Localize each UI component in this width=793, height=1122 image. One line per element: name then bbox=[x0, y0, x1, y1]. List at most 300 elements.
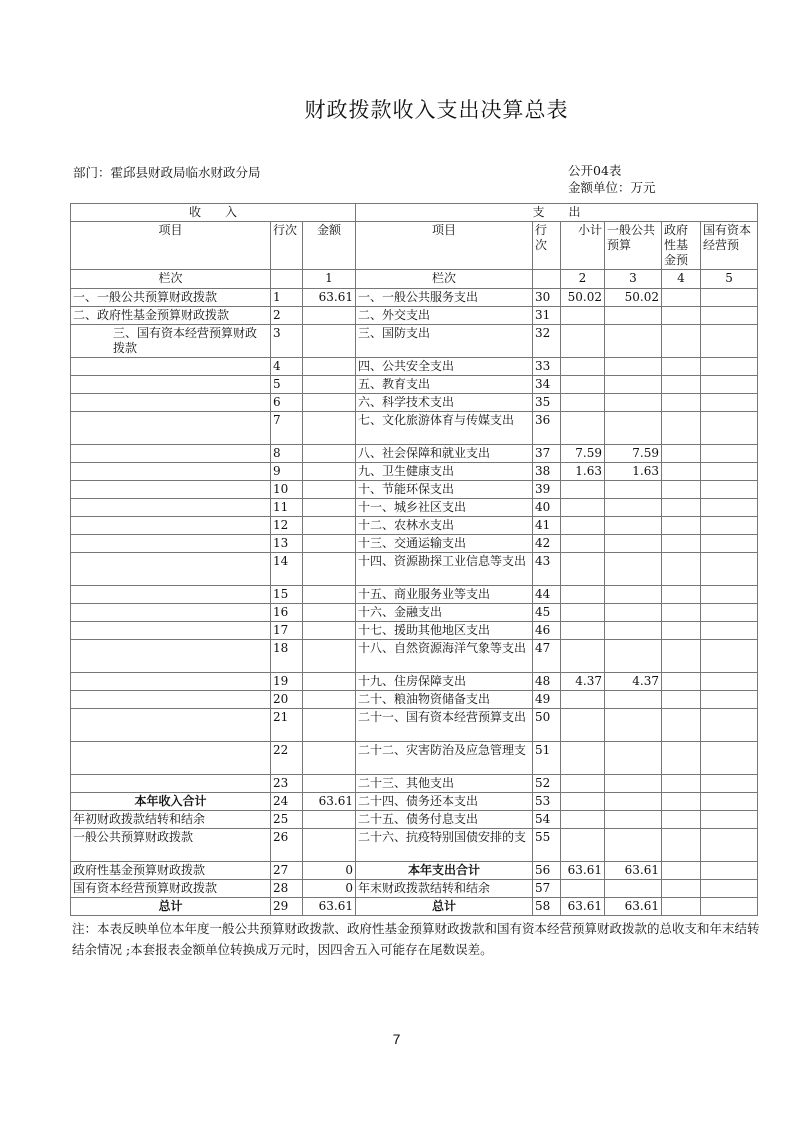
general-budget-cell bbox=[605, 775, 662, 793]
expense-line-cell: 31 bbox=[533, 307, 561, 325]
expense-item-cell: 二十二、灾害防治及应急管理支 bbox=[356, 742, 533, 775]
subtotal-cell: 63.61 bbox=[561, 862, 605, 880]
table-row bbox=[71, 325, 758, 358]
income-item-cell: 总计 bbox=[71, 898, 271, 916]
state-capital-cell bbox=[701, 499, 758, 517]
general-budget-cell: 63.61 bbox=[605, 862, 662, 880]
income-line-cell: 22 bbox=[271, 742, 303, 775]
income-item-cell bbox=[71, 535, 271, 553]
expense-line-cell: 53 bbox=[533, 793, 561, 811]
income-amount-cell bbox=[303, 481, 356, 499]
income-amount-cell bbox=[303, 622, 356, 640]
department: 部门：霍邱县财政局临水财政分局 bbox=[73, 165, 261, 180]
income-line-cell: 18 bbox=[271, 640, 303, 673]
income-amount-cell: 63.61 bbox=[303, 793, 356, 811]
income-amount-cell bbox=[303, 535, 356, 553]
expense-line-cell: 39 bbox=[533, 481, 561, 499]
fund-budget-cell bbox=[662, 499, 701, 517]
income-amount-cell bbox=[303, 553, 356, 586]
table-row bbox=[71, 445, 758, 463]
income-amount-cell bbox=[303, 691, 356, 709]
subtotal-cell bbox=[561, 325, 605, 358]
fund-budget-cell bbox=[662, 604, 701, 622]
income-item-cell bbox=[71, 499, 271, 517]
section-header-row bbox=[71, 204, 758, 222]
fund-budget-cell bbox=[662, 394, 701, 412]
subtotal-cell bbox=[561, 742, 605, 775]
general-budget-cell bbox=[605, 394, 662, 412]
expense-line-header: 行次 bbox=[533, 222, 561, 270]
table-row bbox=[71, 358, 758, 376]
expense-line-cell: 51 bbox=[533, 742, 561, 775]
general-budget-cell bbox=[605, 742, 662, 775]
income-item-cell bbox=[71, 463, 271, 481]
income-amount-cell bbox=[303, 358, 356, 376]
fund-budget-cell bbox=[662, 463, 701, 481]
general-budget-cell bbox=[605, 499, 662, 517]
income-amount-cell: 63.61 bbox=[303, 898, 356, 916]
income-amount-cell bbox=[303, 640, 356, 673]
income-item-cell bbox=[71, 481, 271, 499]
income-amount-cell bbox=[303, 829, 356, 862]
state-capital-cell bbox=[701, 553, 758, 586]
table-row bbox=[71, 586, 758, 604]
expense-line-cell: 33 bbox=[533, 358, 561, 376]
subtotal-cell bbox=[561, 775, 605, 793]
expense-line-cell: 30 bbox=[533, 289, 561, 307]
income-line-cell: 7 bbox=[271, 412, 303, 445]
subtotal-cell bbox=[561, 604, 605, 622]
general-budget-cell bbox=[605, 829, 662, 862]
general-budget-cell bbox=[605, 691, 662, 709]
table-row bbox=[71, 793, 758, 811]
fund-budget-cell bbox=[662, 811, 701, 829]
income-item-cell bbox=[71, 394, 271, 412]
table-row bbox=[71, 412, 758, 445]
page-number: 7 bbox=[392, 1031, 401, 1047]
table-row bbox=[71, 307, 758, 325]
general-budget-cell: 63.61 bbox=[605, 898, 662, 916]
fiscal-summary-table bbox=[70, 203, 758, 916]
income-amount-cell bbox=[303, 412, 356, 445]
income-amount-cell bbox=[303, 811, 356, 829]
table-row bbox=[71, 604, 758, 622]
income-item-cell bbox=[71, 376, 271, 394]
income-line-cell: 29 bbox=[271, 898, 303, 916]
general-budget-cell bbox=[605, 793, 662, 811]
fund-budget-cell bbox=[662, 517, 701, 535]
income-section-header: 收 入 bbox=[71, 204, 356, 222]
expense-line-cell: 41 bbox=[533, 517, 561, 535]
income-line-cell: 25 bbox=[271, 811, 303, 829]
fund-budget-cell bbox=[662, 481, 701, 499]
state-capital-cell bbox=[701, 412, 758, 445]
expense-item-cell: 十一、城乡社区支出 bbox=[356, 499, 533, 517]
income-amount-cell bbox=[303, 325, 356, 358]
state-capital-cell bbox=[701, 742, 758, 775]
subtotal-cell bbox=[561, 640, 605, 673]
fund-budget-cell bbox=[662, 412, 701, 445]
table-row bbox=[71, 742, 758, 775]
expense-item-cell: 五、教育支出 bbox=[356, 376, 533, 394]
subtotal-cell bbox=[561, 535, 605, 553]
state-capital-cell bbox=[701, 394, 758, 412]
state-capital-cell bbox=[701, 775, 758, 793]
table-row bbox=[71, 880, 758, 898]
subtotal-header: 小计 bbox=[561, 222, 605, 270]
income-item-cell bbox=[71, 412, 271, 445]
table-row bbox=[71, 622, 758, 640]
income-amount-cell bbox=[303, 394, 356, 412]
expense-line-cell: 48 bbox=[533, 673, 561, 691]
state-capital-cell bbox=[701, 445, 758, 463]
income-amount-cell bbox=[303, 517, 356, 535]
general-budget-cell bbox=[605, 622, 662, 640]
expense-line-cell: 57 bbox=[533, 880, 561, 898]
expense-item-cell: 十四、资源勘探工业信息等支出 bbox=[356, 553, 533, 586]
subtotal-cell bbox=[561, 793, 605, 811]
income-line-cell: 8 bbox=[271, 445, 303, 463]
fund-budget-cell bbox=[662, 535, 701, 553]
fund-budget-cell bbox=[662, 622, 701, 640]
state-capital-cell bbox=[701, 880, 758, 898]
fund-budget-cell bbox=[662, 673, 701, 691]
table-row bbox=[71, 463, 758, 481]
general-budget-cell: 7.59 bbox=[605, 445, 662, 463]
fund-budget-cell bbox=[662, 880, 701, 898]
state-capital-cell bbox=[701, 325, 758, 358]
general-budget-cell: 1.63 bbox=[605, 463, 662, 481]
state-capital-cell bbox=[701, 289, 758, 307]
income-item-cell bbox=[71, 517, 271, 535]
expense-line-cell: 58 bbox=[533, 898, 561, 916]
state-capital-cell bbox=[701, 862, 758, 880]
subtotal-cell bbox=[561, 517, 605, 535]
general-budget-cell bbox=[605, 376, 662, 394]
expense-item-cell: 十五、商业服务业等支出 bbox=[356, 586, 533, 604]
expense-item-cell: 总计 bbox=[356, 898, 533, 916]
page-title: 财政拨款收入支出决算总表 bbox=[304, 98, 569, 122]
subtotal-cell bbox=[561, 586, 605, 604]
income-line-cell: 27 bbox=[271, 862, 303, 880]
general-budget-cell bbox=[605, 358, 662, 376]
subtotal-cell bbox=[561, 394, 605, 412]
income-line-cell: 5 bbox=[271, 376, 303, 394]
income-item-cell bbox=[71, 445, 271, 463]
expense-item-cell: 三、国防支出 bbox=[356, 325, 533, 358]
expense-line-cell: 56 bbox=[533, 862, 561, 880]
subtotal-cell bbox=[561, 622, 605, 640]
table-row bbox=[71, 289, 758, 307]
general-budget-cell bbox=[605, 412, 662, 445]
expense-line-cell: 44 bbox=[533, 586, 561, 604]
income-item-header: 项目 bbox=[71, 222, 271, 270]
subtotal-cell bbox=[561, 499, 605, 517]
fund-budget-cell bbox=[662, 742, 701, 775]
expense-item-cell: 十二、农林水支出 bbox=[356, 517, 533, 535]
col-label-2: 栏次 bbox=[356, 270, 533, 289]
expense-item-cell: 二十六、抗疫特别国债安排的支 bbox=[356, 829, 533, 862]
income-amount-header: 金额 bbox=[303, 222, 356, 270]
general-budget-cell bbox=[605, 517, 662, 535]
table-row bbox=[71, 535, 758, 553]
expense-line-cell: 46 bbox=[533, 622, 561, 640]
expense-line-cell: 40 bbox=[533, 499, 561, 517]
fund-budget-cell bbox=[662, 862, 701, 880]
table-row bbox=[71, 775, 758, 793]
state-capital-cell bbox=[701, 535, 758, 553]
income-item-cell: 国有资本经营预算财政拨款 bbox=[71, 880, 271, 898]
expense-item-cell: 二十五、债务付息支出 bbox=[356, 811, 533, 829]
expense-item-cell: 九、卫生健康支出 bbox=[356, 463, 533, 481]
state-capital-header: 国有资本经营预 bbox=[701, 222, 758, 270]
expense-item-cell: 四、公共安全支出 bbox=[356, 358, 533, 376]
expense-line-cell: 35 bbox=[533, 394, 561, 412]
expense-item-cell: 十七、援助其他地区支出 bbox=[356, 622, 533, 640]
income-line-cell: 2 bbox=[271, 307, 303, 325]
expense-line-cell: 54 bbox=[533, 811, 561, 829]
income-amount-cell bbox=[303, 445, 356, 463]
expense-line-cell: 37 bbox=[533, 445, 561, 463]
fund-budget-cell bbox=[662, 445, 701, 463]
table-row bbox=[71, 394, 758, 412]
subtotal-cell bbox=[561, 829, 605, 862]
subtotal-cell: 4.37 bbox=[561, 673, 605, 691]
income-line-cell: 3 bbox=[271, 325, 303, 358]
general-budget-cell: 4.37 bbox=[605, 673, 662, 691]
income-item-cell bbox=[71, 622, 271, 640]
income-amount-cell: 0 bbox=[303, 880, 356, 898]
subtotal-cell: 63.61 bbox=[561, 898, 605, 916]
footnote: 注：本表反映单位本年度一般公共预算财政拨款、政府性基金预算财政拨款和国有资本经营预算财政拨款的总收支和年末结转结余情况 ;本套报表金额单位转换成万元时，因四舍五入可能存在尾数误差。 bbox=[72, 921, 760, 957]
state-capital-cell bbox=[701, 586, 758, 604]
fund-budget-cell bbox=[662, 691, 701, 709]
subtotal-cell bbox=[561, 412, 605, 445]
income-amount-cell bbox=[303, 673, 356, 691]
income-amount-cell bbox=[303, 499, 356, 517]
general-budget-cell bbox=[605, 640, 662, 673]
subtotal-cell: 7.59 bbox=[561, 445, 605, 463]
income-line-cell: 10 bbox=[271, 481, 303, 499]
income-item-cell bbox=[71, 604, 271, 622]
income-line-cell: 6 bbox=[271, 394, 303, 412]
expense-item-cell: 十六、金融支出 bbox=[356, 604, 533, 622]
subtotal-cell: 1.63 bbox=[561, 463, 605, 481]
income-item-cell: 三、国有资本经营预算财政拨款 bbox=[71, 325, 271, 358]
income-line-cell: 12 bbox=[271, 517, 303, 535]
state-capital-cell bbox=[701, 604, 758, 622]
expense-line-cell: 36 bbox=[533, 412, 561, 445]
table-row bbox=[71, 376, 758, 394]
general-budget-cell bbox=[605, 481, 662, 499]
income-line-cell: 24 bbox=[271, 793, 303, 811]
income-item-cell bbox=[71, 640, 271, 673]
income-amount-cell: 0 bbox=[303, 862, 356, 880]
state-capital-cell bbox=[701, 793, 758, 811]
income-amount-cell bbox=[303, 742, 356, 775]
expense-line-cell: 52 bbox=[533, 775, 561, 793]
income-line-cell: 26 bbox=[271, 829, 303, 862]
expense-line-cell: 34 bbox=[533, 376, 561, 394]
income-line-cell: 21 bbox=[271, 709, 303, 742]
subtotal-cell bbox=[561, 481, 605, 499]
expense-line-cell: 32 bbox=[533, 325, 561, 358]
state-capital-cell bbox=[701, 358, 758, 376]
table-row bbox=[71, 829, 758, 862]
subtotal-cell bbox=[561, 307, 605, 325]
expense-line-cell: 49 bbox=[533, 691, 561, 709]
fund-budget-cell bbox=[662, 289, 701, 307]
fund-budget-cell bbox=[662, 358, 701, 376]
expense-line-cell: 55 bbox=[533, 829, 561, 862]
expense-item-cell: 年末财政拨款结转和结余 bbox=[356, 880, 533, 898]
fund-budget-cell bbox=[662, 376, 701, 394]
expense-line-cell: 45 bbox=[533, 604, 561, 622]
subtotal-cell bbox=[561, 553, 605, 586]
income-line-cell: 23 bbox=[271, 775, 303, 793]
table-row bbox=[71, 481, 758, 499]
expense-item-cell: 十、节能环保支出 bbox=[356, 481, 533, 499]
income-item-cell bbox=[71, 709, 271, 742]
income-item-cell bbox=[71, 691, 271, 709]
col-number-1: 1 bbox=[303, 270, 356, 289]
income-line-cell: 17 bbox=[271, 622, 303, 640]
income-line-cell: 28 bbox=[271, 880, 303, 898]
general-budget-cell: 50.02 bbox=[605, 289, 662, 307]
expense-item-cell: 七、文化旅游体育与传媒支出 bbox=[356, 412, 533, 445]
expense-item-cell: 本年支出合计 bbox=[356, 862, 533, 880]
general-budget-cell bbox=[605, 811, 662, 829]
income-line-cell: 4 bbox=[271, 358, 303, 376]
state-capital-cell bbox=[701, 481, 758, 499]
table-row bbox=[71, 811, 758, 829]
income-line-cell: 16 bbox=[271, 604, 303, 622]
income-line-cell: 11 bbox=[271, 499, 303, 517]
col-number-5: 5 bbox=[701, 270, 758, 289]
state-capital-cell bbox=[701, 640, 758, 673]
income-item-cell bbox=[71, 775, 271, 793]
income-item-cell bbox=[71, 673, 271, 691]
expense-item-cell: 二十三、其他支出 bbox=[356, 775, 533, 793]
general-budget-cell bbox=[605, 880, 662, 898]
state-capital-cell bbox=[701, 307, 758, 325]
income-line-cell: 14 bbox=[271, 553, 303, 586]
expense-item-cell: 二、外交支出 bbox=[356, 307, 533, 325]
fund-budget-cell bbox=[662, 325, 701, 358]
state-capital-cell bbox=[701, 691, 758, 709]
income-item-cell: 政府性基金预算财政拨款 bbox=[71, 862, 271, 880]
income-item-cell: 二、政府性基金预算财政拨款 bbox=[71, 307, 271, 325]
expense-item-cell: 十九、住房保障支出 bbox=[356, 673, 533, 691]
income-amount-cell bbox=[303, 376, 356, 394]
income-amount-cell: 63.61 bbox=[303, 289, 356, 307]
state-capital-cell bbox=[701, 622, 758, 640]
col-label: 栏次 bbox=[71, 270, 271, 289]
column-header-row bbox=[71, 222, 758, 270]
income-item-cell bbox=[71, 742, 271, 775]
state-capital-cell bbox=[701, 463, 758, 481]
subtotal-cell bbox=[561, 691, 605, 709]
expense-line-cell: 38 bbox=[533, 463, 561, 481]
state-capital-cell bbox=[701, 517, 758, 535]
expense-line-cell: 43 bbox=[533, 553, 561, 586]
col-number-4: 4 bbox=[662, 270, 701, 289]
general-budget-cell bbox=[605, 307, 662, 325]
subtotal-cell bbox=[561, 709, 605, 742]
expense-line-cell: 50 bbox=[533, 709, 561, 742]
fund-budget-cell bbox=[662, 307, 701, 325]
income-item-cell: 一般公共预算财政拨款 bbox=[71, 829, 271, 862]
expense-item-cell: 一、一般公共服务支出 bbox=[356, 289, 533, 307]
table-row bbox=[71, 898, 758, 916]
subtotal-cell bbox=[561, 376, 605, 394]
general-budget-cell bbox=[605, 709, 662, 742]
expense-item-cell: 二十一、国有资本经营预算支出 bbox=[356, 709, 533, 742]
fund-budget-header: 政府性基金预 bbox=[662, 222, 701, 270]
state-capital-cell bbox=[701, 811, 758, 829]
form-number: 公开04表 bbox=[568, 163, 622, 178]
general-budget-cell bbox=[605, 553, 662, 586]
amount-unit: 金额单位：万元 bbox=[568, 180, 656, 195]
state-capital-cell bbox=[701, 673, 758, 691]
expense-item-cell: 八、社会保障和就业支出 bbox=[356, 445, 533, 463]
income-amount-cell bbox=[303, 463, 356, 481]
income-item-cell: 一、一般公共预算财政拨款 bbox=[71, 289, 271, 307]
fund-budget-cell bbox=[662, 775, 701, 793]
subtotal-cell bbox=[561, 880, 605, 898]
fund-budget-cell bbox=[662, 709, 701, 742]
expense-item-cell: 二十、粮油物资储备支出 bbox=[356, 691, 533, 709]
col-number-3: 3 bbox=[605, 270, 662, 289]
general-budget-cell bbox=[605, 535, 662, 553]
fund-budget-cell bbox=[662, 898, 701, 916]
fund-budget-cell bbox=[662, 829, 701, 862]
income-line-cell: 1 bbox=[271, 289, 303, 307]
state-capital-cell bbox=[701, 709, 758, 742]
state-capital-cell bbox=[701, 829, 758, 862]
income-item-cell bbox=[71, 586, 271, 604]
income-line-cell: 9 bbox=[271, 463, 303, 481]
expense-section-header: 支 出 bbox=[356, 204, 758, 222]
income-item-cell bbox=[71, 553, 271, 586]
expense-item-header: 项目 bbox=[356, 222, 533, 270]
column-number-row bbox=[71, 270, 758, 289]
expense-item-cell: 十八、自然资源海洋气象等支出 bbox=[356, 640, 533, 673]
income-amount-cell bbox=[303, 709, 356, 742]
income-line-cell: 13 bbox=[271, 535, 303, 553]
income-item-cell: 年初财政拨款结转和结余 bbox=[71, 811, 271, 829]
general-budget-cell bbox=[605, 604, 662, 622]
table-row bbox=[71, 691, 758, 709]
col-number-2: 2 bbox=[561, 270, 605, 289]
income-item-cell: 本年收入合计 bbox=[71, 793, 271, 811]
subtotal-cell bbox=[561, 358, 605, 376]
income-line-cell: 19 bbox=[271, 673, 303, 691]
table-row bbox=[71, 862, 758, 880]
state-capital-cell bbox=[701, 376, 758, 394]
table-and-note bbox=[70, 203, 760, 1048]
table-row bbox=[71, 709, 758, 742]
fund-budget-cell bbox=[662, 553, 701, 586]
expense-line-cell: 42 bbox=[533, 535, 561, 553]
income-line-header: 行次 bbox=[271, 222, 303, 270]
general-budget-cell bbox=[605, 325, 662, 358]
fund-budget-cell bbox=[662, 586, 701, 604]
table-row bbox=[71, 517, 758, 535]
table-row bbox=[71, 499, 758, 517]
general-budget-header: 一般公共预算 bbox=[605, 222, 662, 270]
general-budget-cell bbox=[605, 586, 662, 604]
